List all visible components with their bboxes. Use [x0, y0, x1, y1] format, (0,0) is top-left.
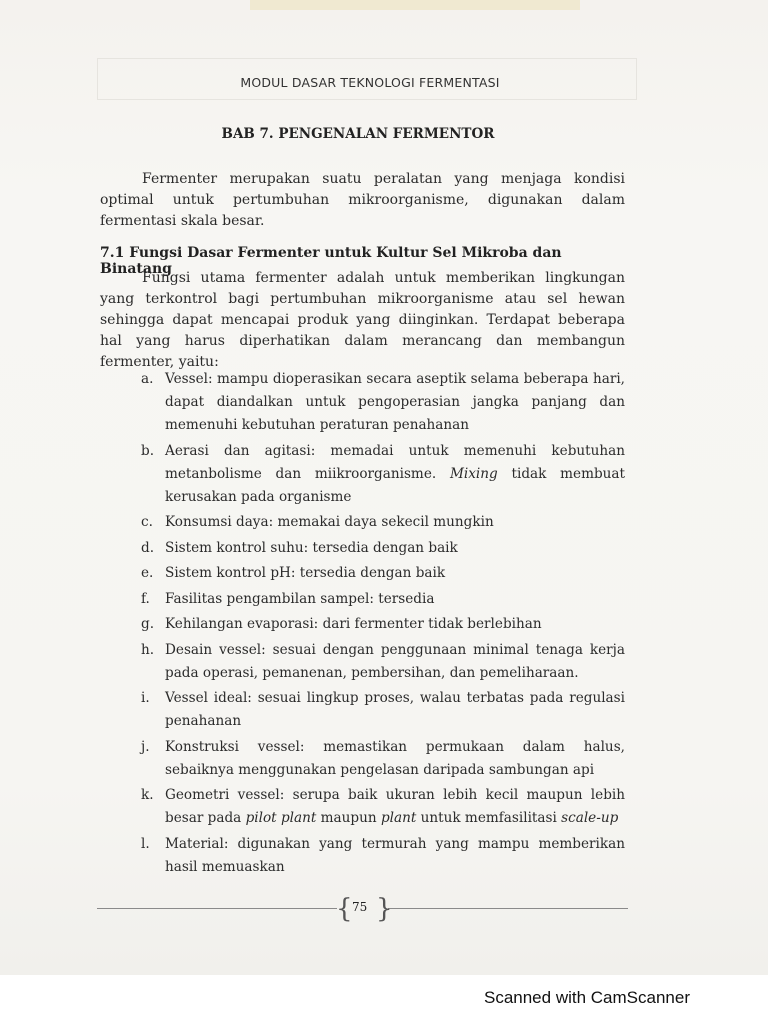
footer-rule-left — [97, 908, 337, 909]
list-marker: l. — [141, 835, 150, 852]
list-item — [141, 562, 625, 585]
list-marker: h. — [141, 641, 155, 658]
list-item-text: Geometri vessel: serupa baik ukuran lebih kecil maupun lebih besar pada — [165, 787, 625, 826]
list-item — [141, 613, 625, 636]
list-marker: j. — [141, 738, 150, 755]
list-item — [141, 440, 625, 509]
list-item-text: untuk memfasilitasi — [416, 810, 562, 826]
intro-paragraph: Fermenter merupakan suatu peralatan yang menjaga kondisi optimal untuk pertumbuhan mikroorganisme, digunakan dalam fermentasi skala besar. — [100, 171, 625, 229]
list-marker: c. — [141, 514, 153, 530]
list-marker: b. — [141, 442, 155, 459]
scanner-watermark: Scanned with CamScanner — [483, 988, 690, 1007]
list-marker: f. — [141, 590, 150, 607]
page-number-bracket-left: { — [336, 894, 353, 924]
list-item-text: Fasilitas pengambilan sampel: tersedia — [165, 590, 435, 607]
list-item — [141, 537, 625, 560]
list-marker: e. — [141, 565, 154, 581]
module-title: MODUL DASAR TEKNOLOGI FERMENTASI — [240, 75, 500, 90]
list-item-text: Vessel: mampu dioperasikan secara aseptik selama beberapa hari, dapat diandalkan untuk pengoperasian jangka panjang dan memenuhi kebutuhan peraturan penahanan — [165, 371, 625, 433]
list-marker: i. — [141, 690, 150, 706]
list-item-text: Kehilangan evaporasi: dari fermenter tidak berlebihan — [165, 616, 542, 632]
list-item — [141, 833, 625, 879]
list-item-text: Konsumsi daya: memakai daya sekecil mungkin — [165, 514, 494, 530]
list-item-emphasis: scale-up — [561, 810, 619, 826]
list-item-text: Desain vessel: sesuai dengan penggunaan minimal tenaga kerja pada operasi, pemanenan, pembersihan, dan pemeliharaan. — [165, 641, 625, 681]
list-item — [141, 588, 625, 611]
list-marker: d. — [141, 539, 155, 556]
section-paragraph: Fungsi utama fermenter adalah untuk memberikan lingkungan yang terkontrol bagi pertumbuhan mikroorganisme atau sel hewan sehingga dapat mencapai produk yang diinginkan. Terdapat beberapa hal yang harus diperhatikan dalam merancang dan membangun fermenter, yaitu: — [100, 270, 625, 370]
list-item-text: Aerasi dan agitasi: memadai untuk memenuhi kebutuhan metanbolisme dan miikroorganisme. — [165, 442, 625, 482]
list-marker: a. — [141, 371, 154, 387]
section-title: 7.1 Fungsi Dasar Fermenter untuk Kultur Sel Mikroba dan Binatang — [100, 245, 562, 277]
list-item — [141, 511, 625, 534]
requirements-list — [141, 368, 625, 881]
list-item-text: Sistem kontrol pH: tersedia dengan baik — [165, 565, 446, 581]
list-item-text: Material: digunakan yang termurah yang mampu memberikan hasil memuaskan — [165, 835, 625, 875]
list-item — [141, 368, 625, 437]
list-item-emphasis: plant — [380, 810, 417, 826]
list-item — [141, 639, 625, 685]
page-number: 75 — [352, 900, 368, 914]
list-marker: g. — [141, 616, 155, 632]
list-item — [141, 736, 625, 782]
list-item-text: Sistem kontrol suhu: tersedia dengan baik — [165, 539, 458, 556]
list-item-emphasis: Mixing — [449, 465, 498, 482]
list-item-text: tidak membuat kerusakan pada organisme — [165, 465, 625, 505]
list-item-text: Konstruksi vessel: memastikan permukaan dalam halus, sebaiknya menggunakan pengelasan daripada sambungan api — [165, 738, 625, 778]
list-item — [141, 687, 625, 733]
list-item — [141, 784, 625, 830]
footer-rule-right — [388, 908, 628, 909]
list-item-text: maupun — [316, 810, 381, 826]
list-item-emphasis: pilot plant — [245, 810, 317, 826]
chapter-title: BAB 7. PENGENALAN FERMENTOR — [221, 126, 495, 142]
list-item-text: Vessel ideal: sesuai lingkup proses, walau terbatas pada regulasi penahanan — [165, 690, 625, 729]
page-number-bracket-right: } — [376, 894, 393, 924]
list-marker: k. — [141, 787, 154, 803]
